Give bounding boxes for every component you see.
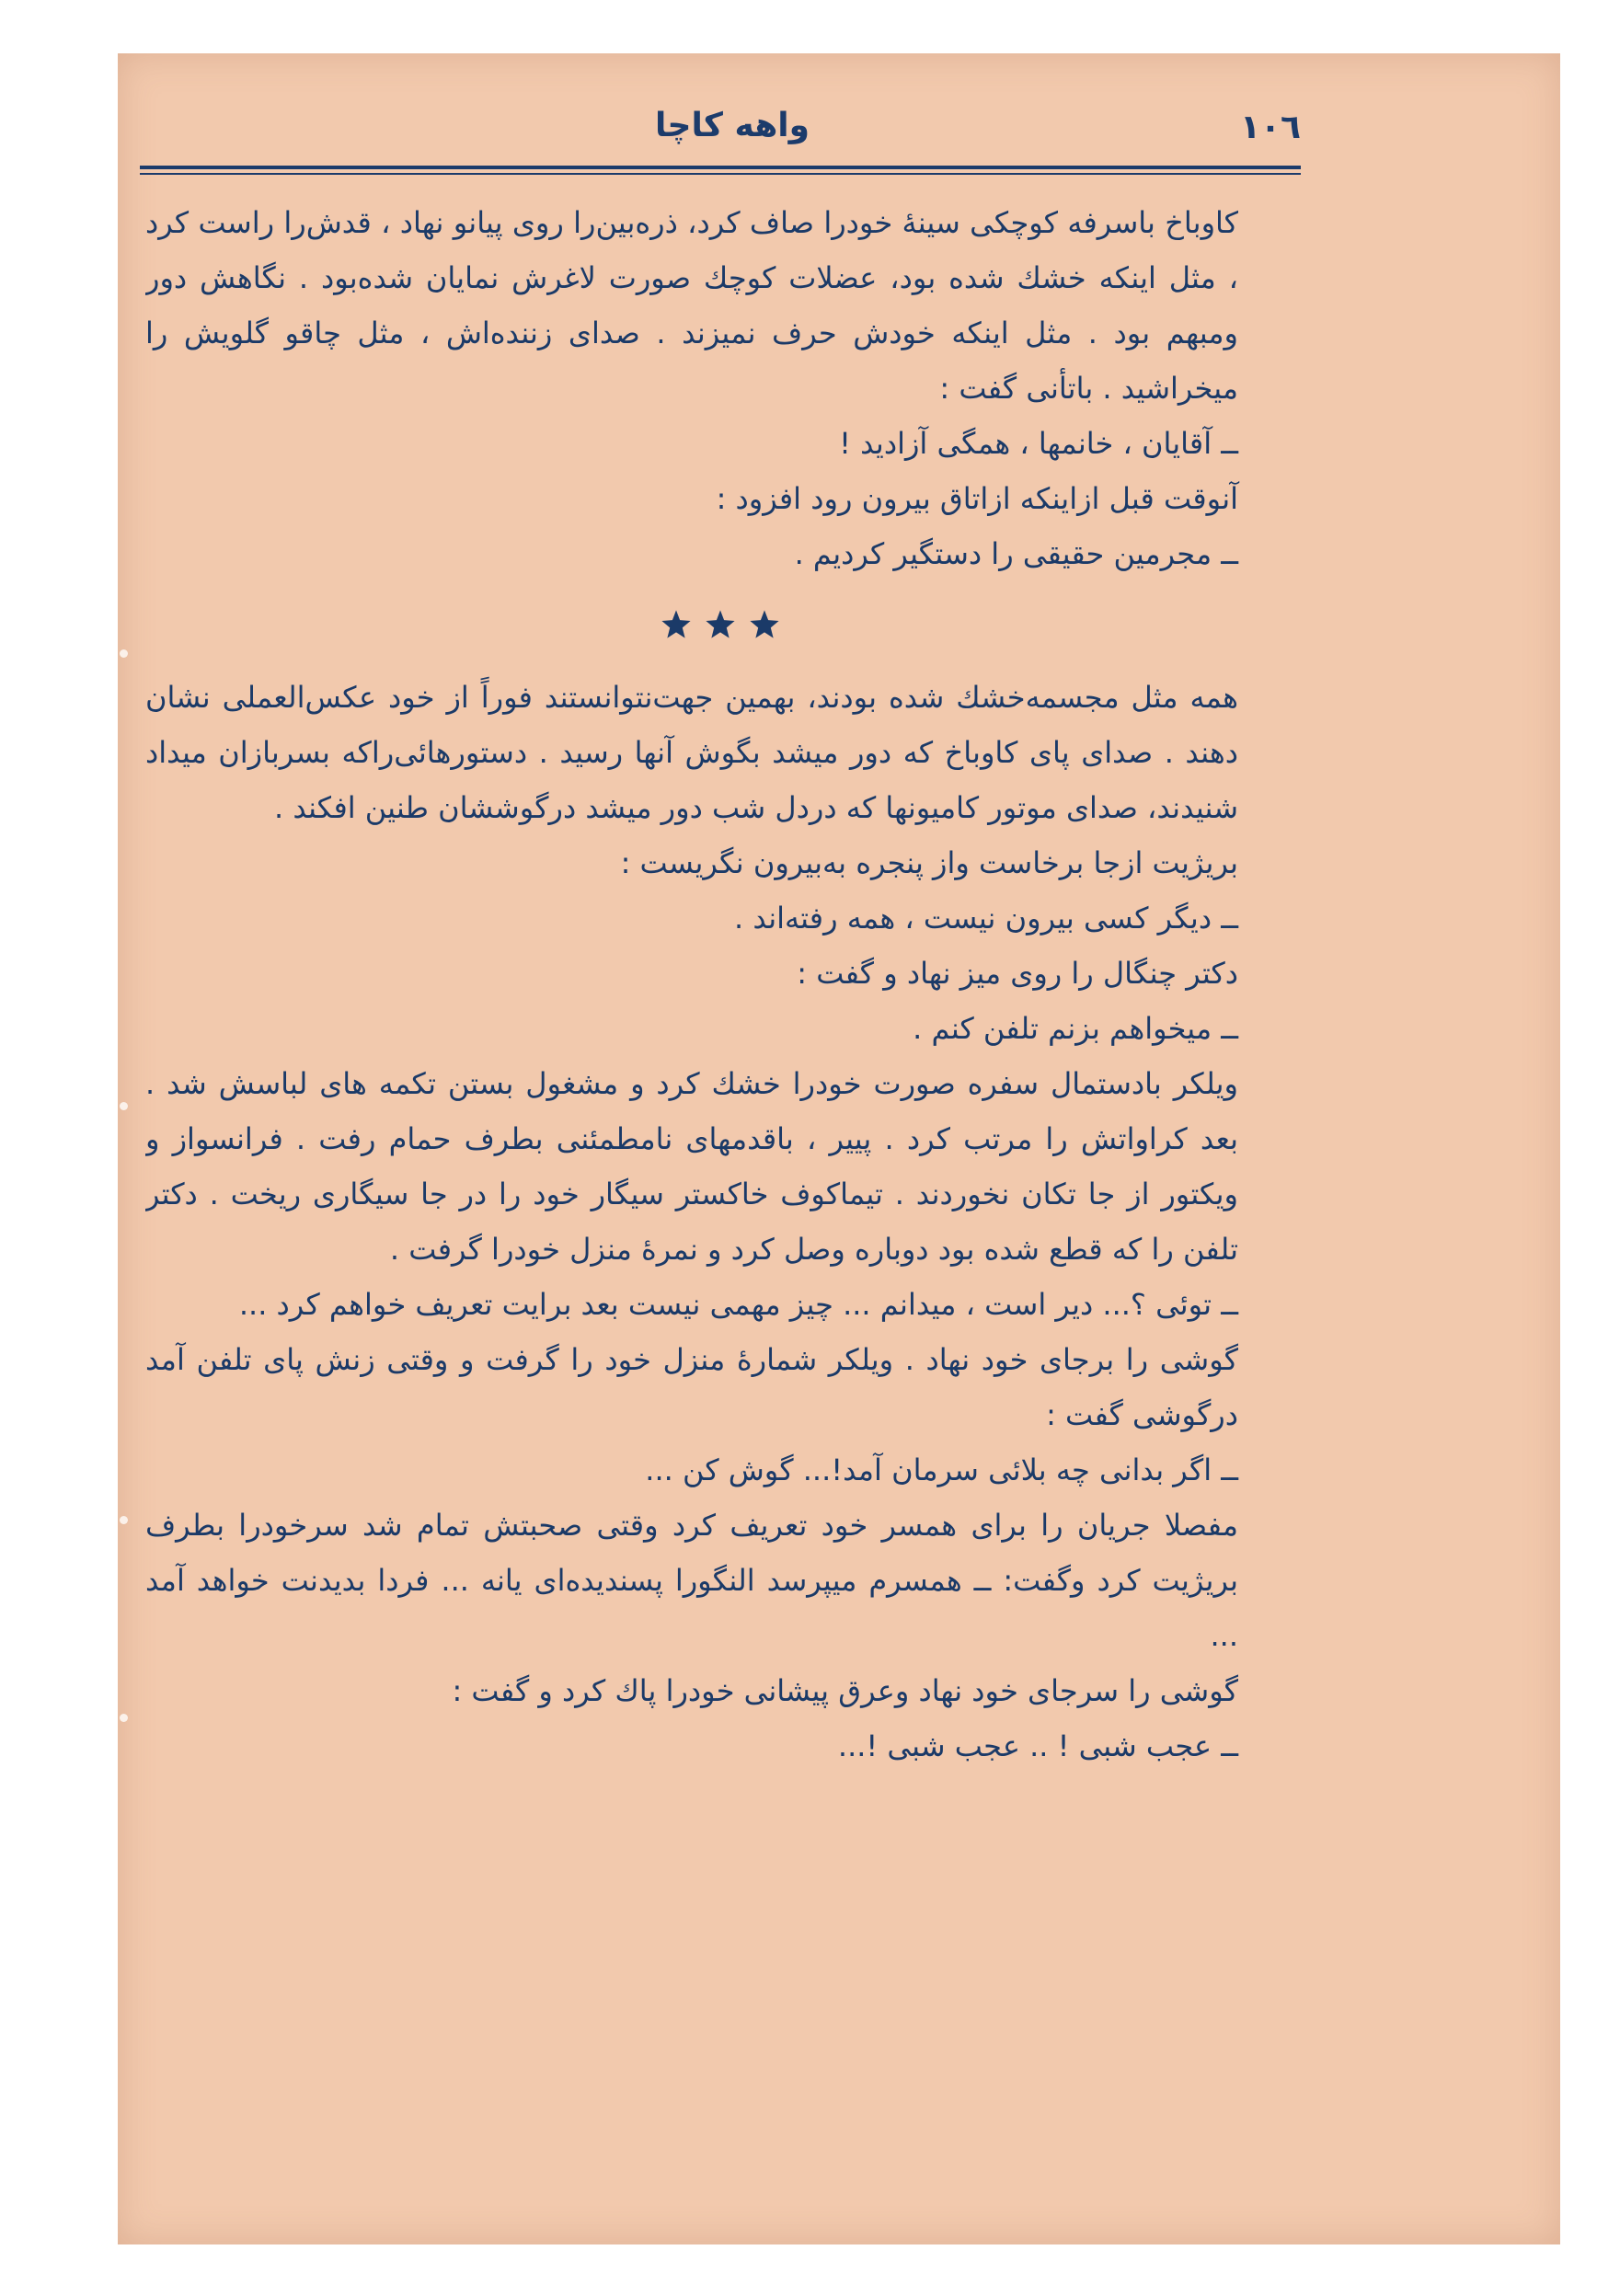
paragraph: ویلکر بادستمال سفره صورت خودرا خشك کرد و مشغول بستن تکمه های لباسش شد . بعد کراواتش را مرتب کرد . پییر ، باقدمهای نامطمئنی بطرف حمام رفت . فرانسواز و ویکتور از جا تکان نخوردند . تیماکوف خاکستر سیگار خود را در جا سیگاری ریخت . دکتر تلفن را که قطع شده بود دوباره وصل کرد و نمرهٔ منزل خودرا گرفت .: [145, 1066, 1238, 1267]
running-title: واهه کاچا: [655, 107, 810, 144]
paragraph: گوشی را سرجای خود نهاد وعرق پیشانی خودرا پاك کرد و گفت :: [452, 1673, 1238, 1708]
three-star-separator: [145, 609, 1295, 646]
page-number: ١٠٦: [1240, 109, 1301, 146]
star-icon: [749, 609, 780, 640]
binding-hole: [120, 1516, 128, 1524]
paragraph: آنوقت قبل ازاینکه ازاتاق بیرون رود افزود :: [716, 481, 1238, 516]
star-icon: [661, 609, 692, 640]
paragraph: دکتر چنگال را روی میز نهاد و گفت :: [797, 956, 1238, 991]
star-icon: [705, 609, 736, 640]
binding-hole: [120, 1714, 128, 1722]
dialogue-line: ــ توئی ؟... دیر است ، میدانم ... چیز مهمی نیست بعد برایت تعریف خواهم کرد ...: [238, 1287, 1238, 1322]
dialogue-line: ــ میخواهم بزنم تلفن کنم .: [913, 1011, 1238, 1046]
binding-hole: [120, 1102, 128, 1110]
dialogue-line: ــ آقایان ، خانمها ، همگی آزادید !: [839, 426, 1238, 461]
paragraph: گوشی را برجای خود نهاد . ویلکر شمارهٔ منزل خود را گرفت و وقتی زنش پای تلفن آمد درگوشی گفت :: [145, 1342, 1238, 1432]
body-text: [145, 195, 1295, 2108]
dialogue-line: ــ اگر بدانی چه بلائی سرمان آمد!... گوش کن ...: [645, 1452, 1238, 1487]
paragraph: همه مثل مجسمه‌خشك شده بودند، بهمین جهت‌نتوانستند فوراً از خود عکس‌العملی نشان دهند . صدای پای کاوباخ که دور میشد بگوش آنها رسید . دستورهائی‌راکه بسربازان میداد شنیدند، صدای موتور کامیونها که دردل شب دور میشد درگوششان طنین افکند .: [145, 680, 1238, 825]
paragraph: بریژیت ازجا برخاست واز پنجره به‌بیرون نگریست :: [620, 845, 1238, 880]
dialogue-line: ــ دیگر کسی بیرون نیست ، همه رفته‌اند .: [734, 901, 1238, 936]
header-rule-thin: [140, 173, 1301, 175]
paragraph: مفصلا جریان را برای همسر خود تعریف کرد وقتی صحبتش تمام شد سرخودرا بطرف بریژیت کرد وگفت: ــ همسرم میپرسد النگورا پسندیده‌ای یانه ... فردا بدیدنت خواهد آمد ...: [145, 1508, 1238, 1653]
dialogue-line: ــ مجرمین حقیقی را دستگیر کردیم .: [794, 536, 1238, 571]
dialogue-line: ــ عجب شبی ! .. عجب شبی !...: [837, 1728, 1238, 1763]
header-rule: [140, 166, 1301, 169]
binding-hole: [120, 649, 128, 658]
paragraph: کاوباخ باسرفه کوچکی سینهٔ خودرا صاف کرد، ذره‌بین‌را روی پیانو نهاد ، قدش‌را راست کرد ، مثل اینکه خشك شده بود، عضلات کوچك صورت لاغرش نمایان شده‌بود . نگاهش دور ومبهم بود . مثل اینکه خودش حرف نمیزند . صدای زننده‌اش ، مثل چاقو گلویش را میخراشید . باتأنی گفت :: [145, 205, 1238, 406]
page-header: [140, 109, 1301, 182]
